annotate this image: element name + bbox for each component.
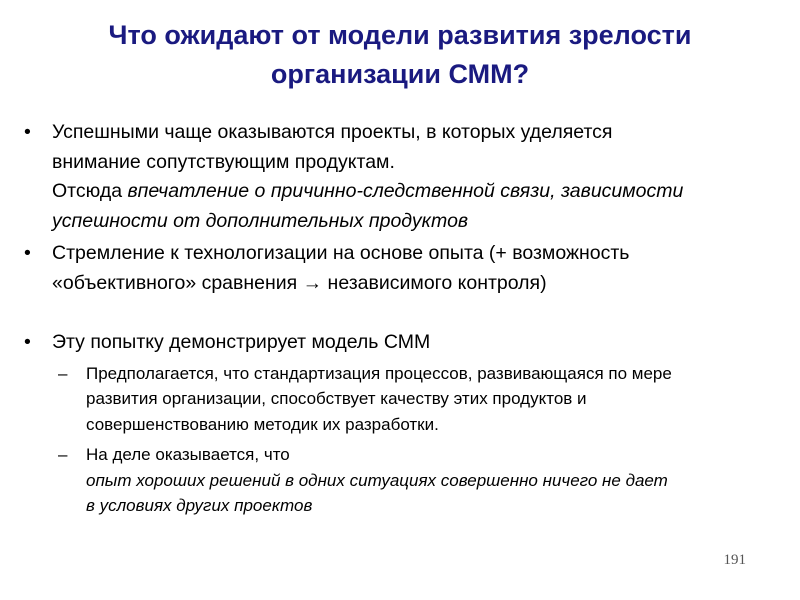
bullet-1-line-3 — [52, 177, 762, 207]
subbullet-2-line-3-italic: в условиях других проектов — [86, 496, 313, 515]
bullet-1-line-1: Успешными чаще оказываются проекты, в которых уделяется — [52, 121, 613, 143]
bullet-item-1 — [22, 118, 762, 236]
subbullet-item-2 — [22, 442, 762, 519]
bullet-item-3 — [22, 328, 762, 358]
slide-title-line-2: организации СММ? — [270, 59, 530, 89]
subbullet-1-line-3: совершенствованию методик их разработки. — [86, 414, 439, 434]
dash-marker: – — [58, 445, 68, 464]
subbullet-1-line-1: Предполагается, что стандартизация процессов, развивающаяся по мере — [86, 363, 672, 383]
bullet-1-line-3-italic: впечатление о причинно-следственной связи, зависимости — [127, 180, 684, 202]
bullet-marker: • — [24, 242, 31, 264]
bullet-3-line-1: Эту попытку демонстрирует модель СММ — [52, 331, 431, 353]
dash-marker: – — [58, 363, 68, 383]
slide-content — [22, 118, 762, 524]
bullet-2-line-1: Стремление к технологизации на основе опыта (+ возможность — [52, 242, 630, 264]
page-number: 191 — [723, 552, 746, 568]
bullet-2-line-2: «объективного» сравнения → независимого контроля) — [52, 271, 547, 294]
slide-title — [40, 16, 760, 94]
bullet-1-line-2: внимание сопутствующим продуктам. — [52, 150, 395, 173]
subbullet-1-line-2: развития организации, способствует качеству этих продуктов и — [86, 389, 587, 408]
bullet-marker: • — [24, 121, 31, 143]
slide-title-line-1: Что ожидают от модели развития зрелости — [108, 20, 692, 50]
spacer — [22, 301, 762, 328]
bullet-1-line-3-prefix: Отсюда — [52, 180, 128, 202]
bullet-marker: • — [24, 331, 31, 353]
subbullet-2-line-2-italic: опыт хороших решений в одних ситуациях совершенно ничего не дает — [86, 470, 668, 490]
subbullet-2-line-1: На деле оказывается, что — [86, 445, 290, 464]
subbullet-2-line-2 — [86, 468, 762, 494]
subbullet-item-1 — [22, 361, 762, 438]
bullet-1-line-4 — [52, 207, 762, 237]
subbullet-2-line-3 — [86, 493, 762, 519]
bullet-item-2 — [22, 239, 762, 298]
bullet-1-line-4-italic: успешности от дополнительных продуктов — [52, 209, 469, 232]
